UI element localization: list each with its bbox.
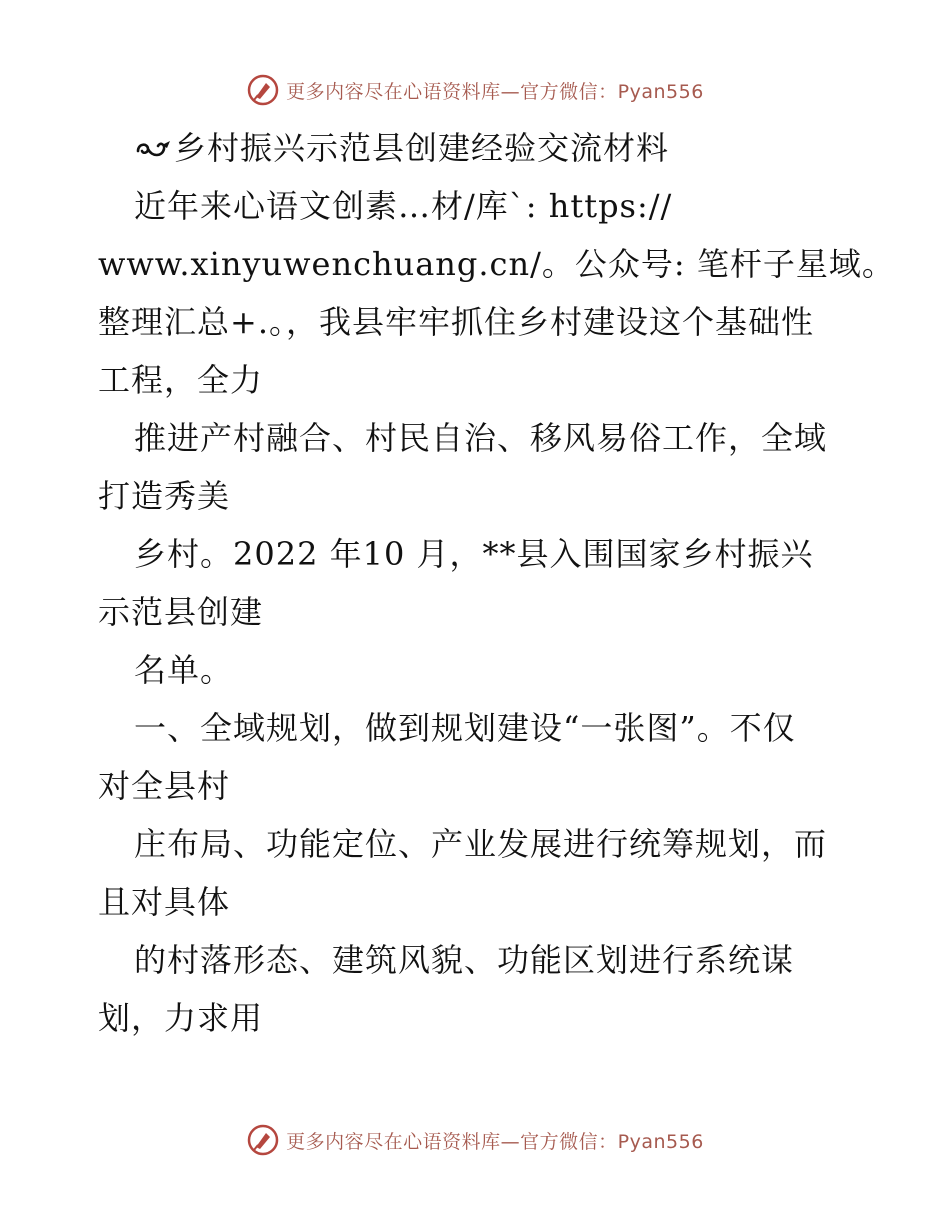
pen-nib-logo-icon	[246, 73, 280, 107]
header-banner-text: 更多内容尽在心语资料库—官方微信：Pyan556	[286, 80, 704, 103]
paragraph-line: 对全县村	[98, 767, 231, 805]
paragraph-line: 工程，全力	[98, 361, 264, 399]
paragraph-line: 名单。	[134, 651, 234, 689]
document-title: 乡村振兴示范县创建经验交流材料	[174, 129, 670, 167]
header-banner	[0, 70, 950, 110]
section-heading-line: 一、全域规划，做到规划建设“一张图”。不仅	[134, 709, 796, 747]
footer-banner-text: 更多内容尽在心语资料库—官方微信：Pyan556	[286, 1130, 704, 1153]
swirl-ornament-icon	[134, 135, 174, 161]
paragraph-line: www.xinyuwenchuang.cn/。公众号: 笔杆子星域。	[98, 245, 895, 283]
paragraph-line: 近年来心语文创素…材/库`: https://	[134, 187, 673, 225]
paragraph-line: 示范县创建	[98, 593, 264, 631]
paragraph-line: 乡村。2022 年10 月，**县入围国家乡村振兴	[134, 535, 814, 573]
paragraph-line: 的村落形态、建筑风貌、功能区划进行系统谋	[134, 941, 795, 979]
paragraph-line: 庄布局、功能定位、产业发展进行统筹规划，而	[134, 825, 828, 863]
paragraph-line: 整理汇总+.。，我县牢牢抓住乡村建设这个基础性	[98, 303, 814, 341]
paragraph-line: 打造秀美	[98, 477, 231, 515]
paragraph-line: 推进产村融合、村民自治、移风易俗工作，全域	[134, 419, 828, 457]
footer-banner	[0, 1120, 950, 1160]
pen-nib-logo-icon	[246, 1123, 280, 1157]
paragraph-line: 且对具体	[98, 883, 231, 921]
paragraph-line: 划，力求用	[98, 999, 264, 1037]
document-title-line	[134, 128, 669, 168]
